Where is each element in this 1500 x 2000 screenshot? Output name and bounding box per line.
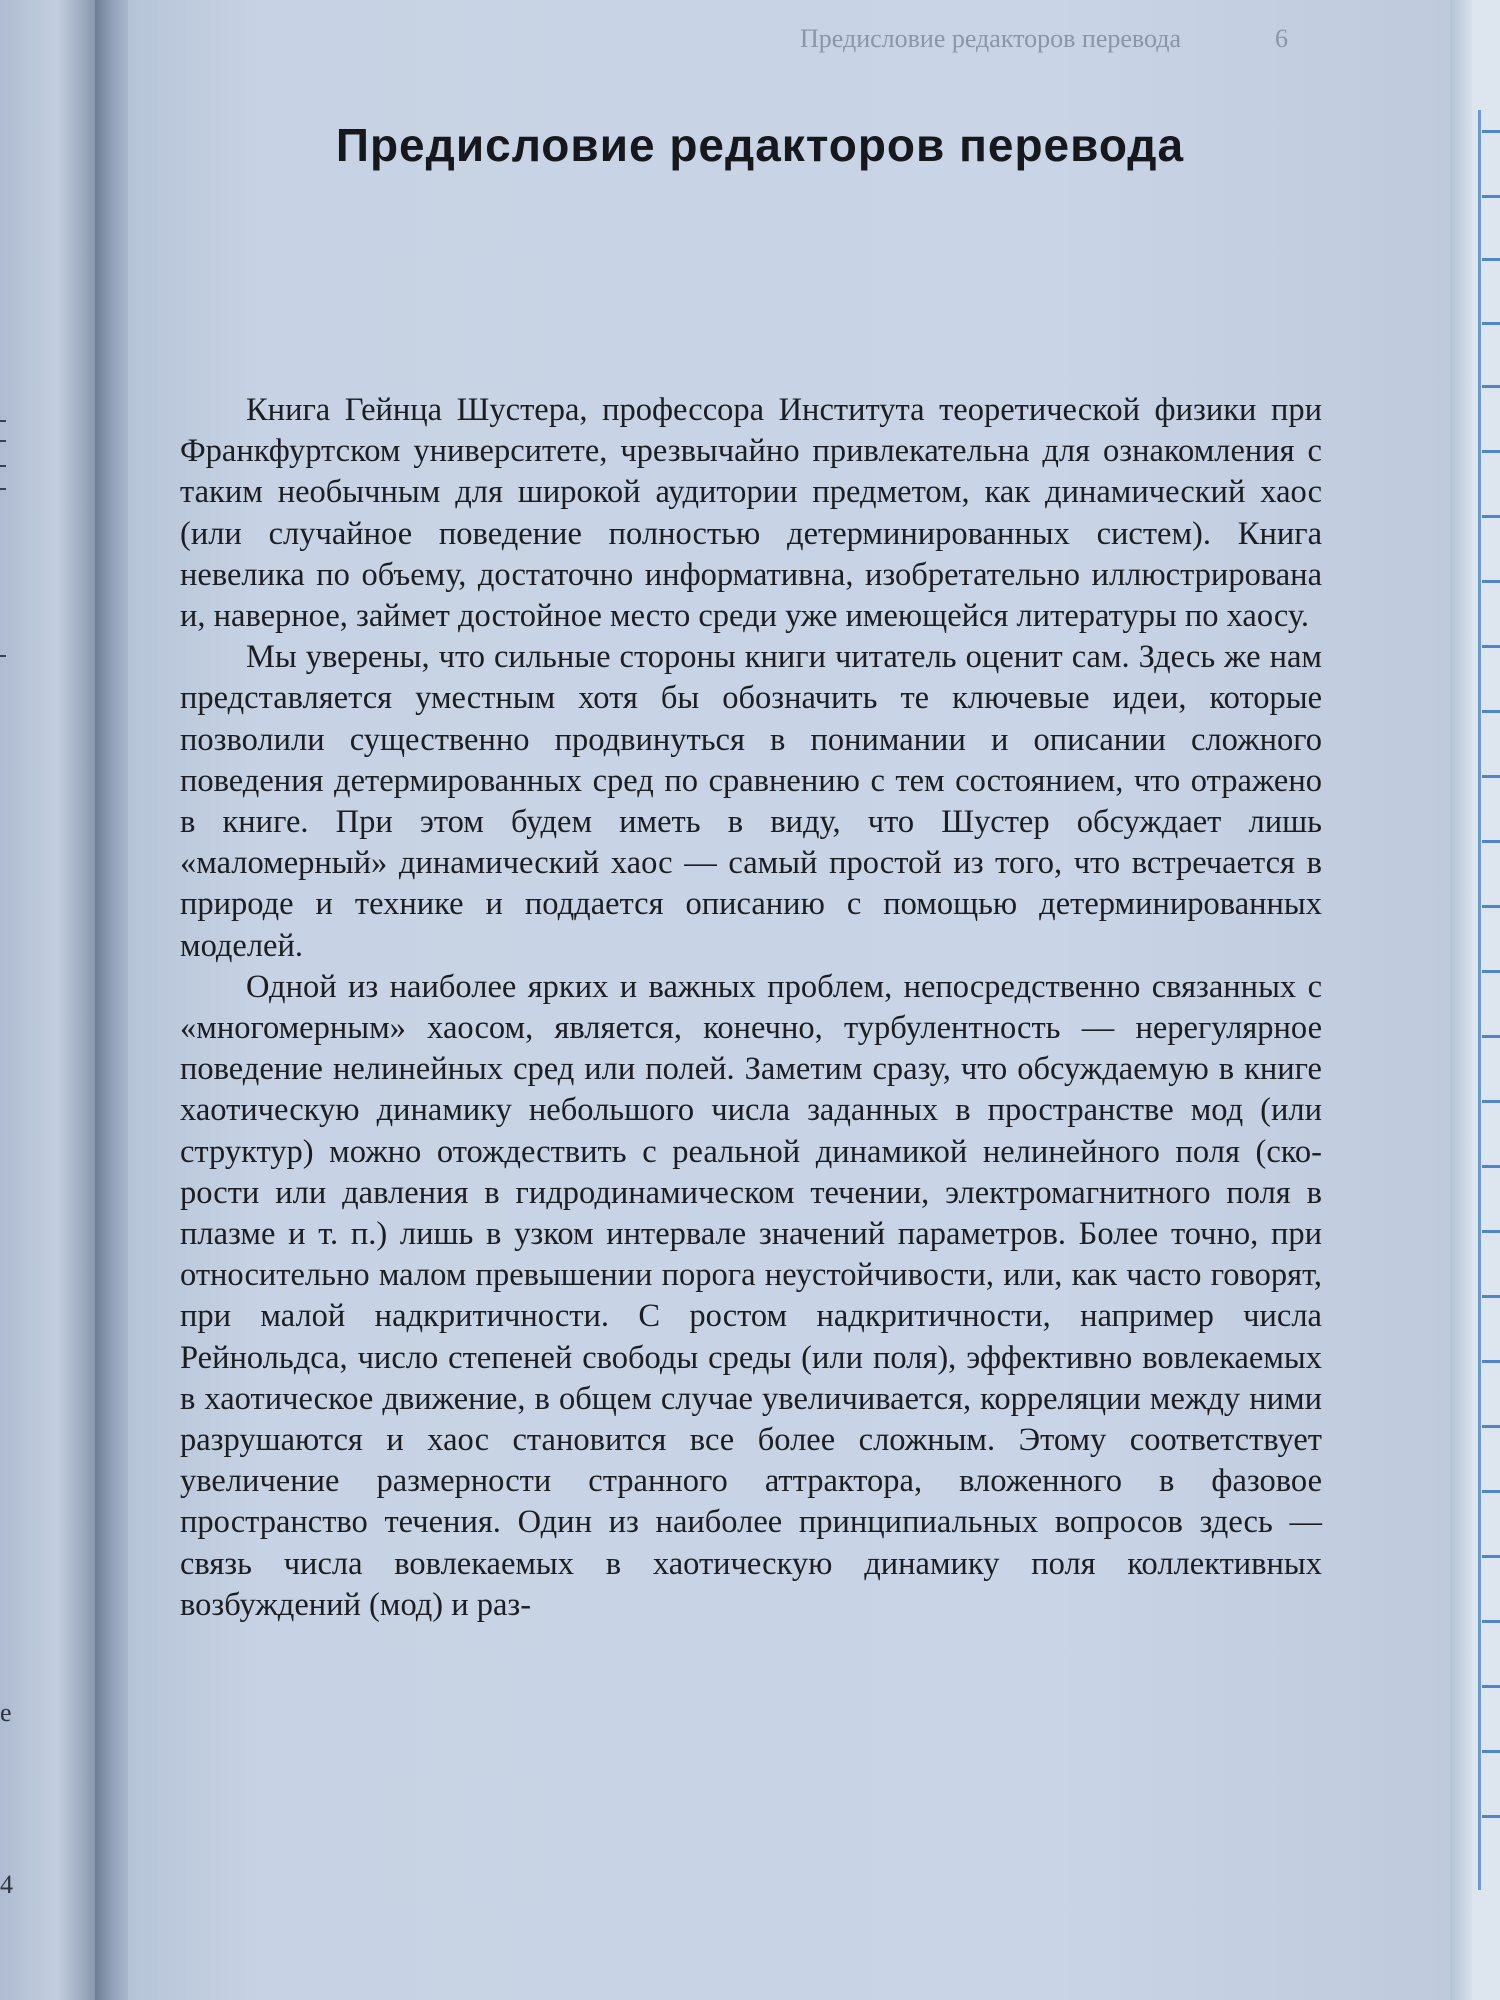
- notebook-rule: [1482, 1230, 1500, 1233]
- notebook-rule: [1482, 580, 1500, 583]
- notebook-rule: [1482, 1165, 1500, 1168]
- notebook-rule: [1482, 970, 1500, 973]
- notebook-rule: [1482, 1100, 1500, 1103]
- notebook-rule: [1482, 905, 1500, 908]
- notebook-rule: [1482, 1295, 1500, 1298]
- left-page-mark: [0, 655, 6, 657]
- notebook-rule: [1482, 195, 1500, 198]
- left-page-mark: [0, 465, 6, 467]
- paragraph: Одной из наиболее ярких и важных проблем, непосредственно связанных с «многомерным» хаосом, является, конечно, турбулентность — нерегулярное поведение нелинейных сред или полей. Заметим сразу, что обсуждаемую в книге хаотическую динамику небольшого числа заданных в пространстве мод (или структур) можно отождествить с реальной динамикой нелинейного поля (скорости или давления в гидродинамическом течении, электромагнитного поля в плазме и т. п.) лишь в узком интервале значений параметров. Более точно, при относительно малом превышении порога неустойчивости, или, как часто говорят, при малой надкритичности. С ростом надкритичности, например числа Рейнольдса, число степеней свободы среды (или поля), эффективно вовлекаемых в хаотическое движение, в общем случае увеличивается, корреляции между ними разрушаются и хаос становится все более сложным. Этому соответствует увеличение размерности странного аттрактора, вложенного в фазовое пространство течения. Один из наиболее принципиальных вопросов здесь — связь числа вовлекаемых в хаотическую динамику поля коллективных возбуждений (мод) и раз-: [180, 968, 1322, 1623]
- notebook-rule: [1482, 1815, 1500, 1818]
- left-page-mark: [0, 488, 6, 490]
- running-head: Предисловие редакторов перевода: [800, 24, 1182, 53]
- left-page-edge: [0, 0, 95, 2000]
- notebook-rule: [1482, 1490, 1500, 1493]
- notebook-rule: [1482, 645, 1500, 648]
- notebook-rule: [1482, 1620, 1500, 1623]
- notebook-rule: [1482, 1685, 1500, 1688]
- notebook-rule: [1482, 385, 1500, 388]
- notebook-rule: [1482, 1425, 1500, 1428]
- running-head-page-number: 6: [1275, 24, 1288, 53]
- left-page-mark: [0, 440, 6, 442]
- page-right-edge: [1450, 0, 1472, 2000]
- notebook-rule: [1482, 775, 1500, 778]
- notebook-rule: [1482, 1360, 1500, 1363]
- notebook-margin-line: [1478, 110, 1481, 1890]
- notebook-rule: [1482, 450, 1500, 453]
- notebook-rule: [1482, 1555, 1500, 1558]
- paragraph: Мы уверены, что сильные стороны книги читатель оценит сам. Здесь же нам представляется уместным хотя бы обозначить те ключевые идеи, которые позволили существенно продвинуться в понимании и описании сложного поведения детермированных сред по сравнению с тем состоянием, что отражено в книге. При этом будем иметь в виду, что Шустер обсуждает лишь «маломерный» динамический хаос — самый простой из того, что встречается в природе и технике и поддается описанию с помощью детерминированных моделей.: [180, 639, 1322, 964]
- paragraph: Книга Гейнца Шустера, профессора Института теоретической физики при Франкфуртском университете, чрезвычайно привлекательна для ознакомления с таким необычным для широкой аудитории предметом, как динамический хаос (или случайное поведение полностью детерминированных систем). Книга невелика по объему, достаточно информативна, изобретательно иллюстрирована и, наверное, займет достойное место среди уже имеющейся литературы по хаосу.: [180, 392, 1322, 635]
- notebook-rule: [1482, 515, 1500, 518]
- left-page-mark: [0, 420, 6, 422]
- notebook-rule: [1482, 130, 1500, 133]
- notebook-edge: [1472, 0, 1500, 2000]
- page-title: Предисловие редакторов перевода: [335, 119, 1185, 171]
- notebook-rule: [1482, 322, 1500, 325]
- notebook-rule: [1482, 258, 1500, 261]
- left-page-text-fragment: e: [0, 1698, 12, 1727]
- body-text: [180, 390, 1322, 1626]
- notebook-rule: [1482, 1035, 1500, 1038]
- notebook-rule: [1482, 1750, 1500, 1753]
- left-page-number-fragment: 4: [0, 1870, 13, 1899]
- notebook-rule: [1482, 840, 1500, 843]
- notebook-rule: [1482, 710, 1500, 713]
